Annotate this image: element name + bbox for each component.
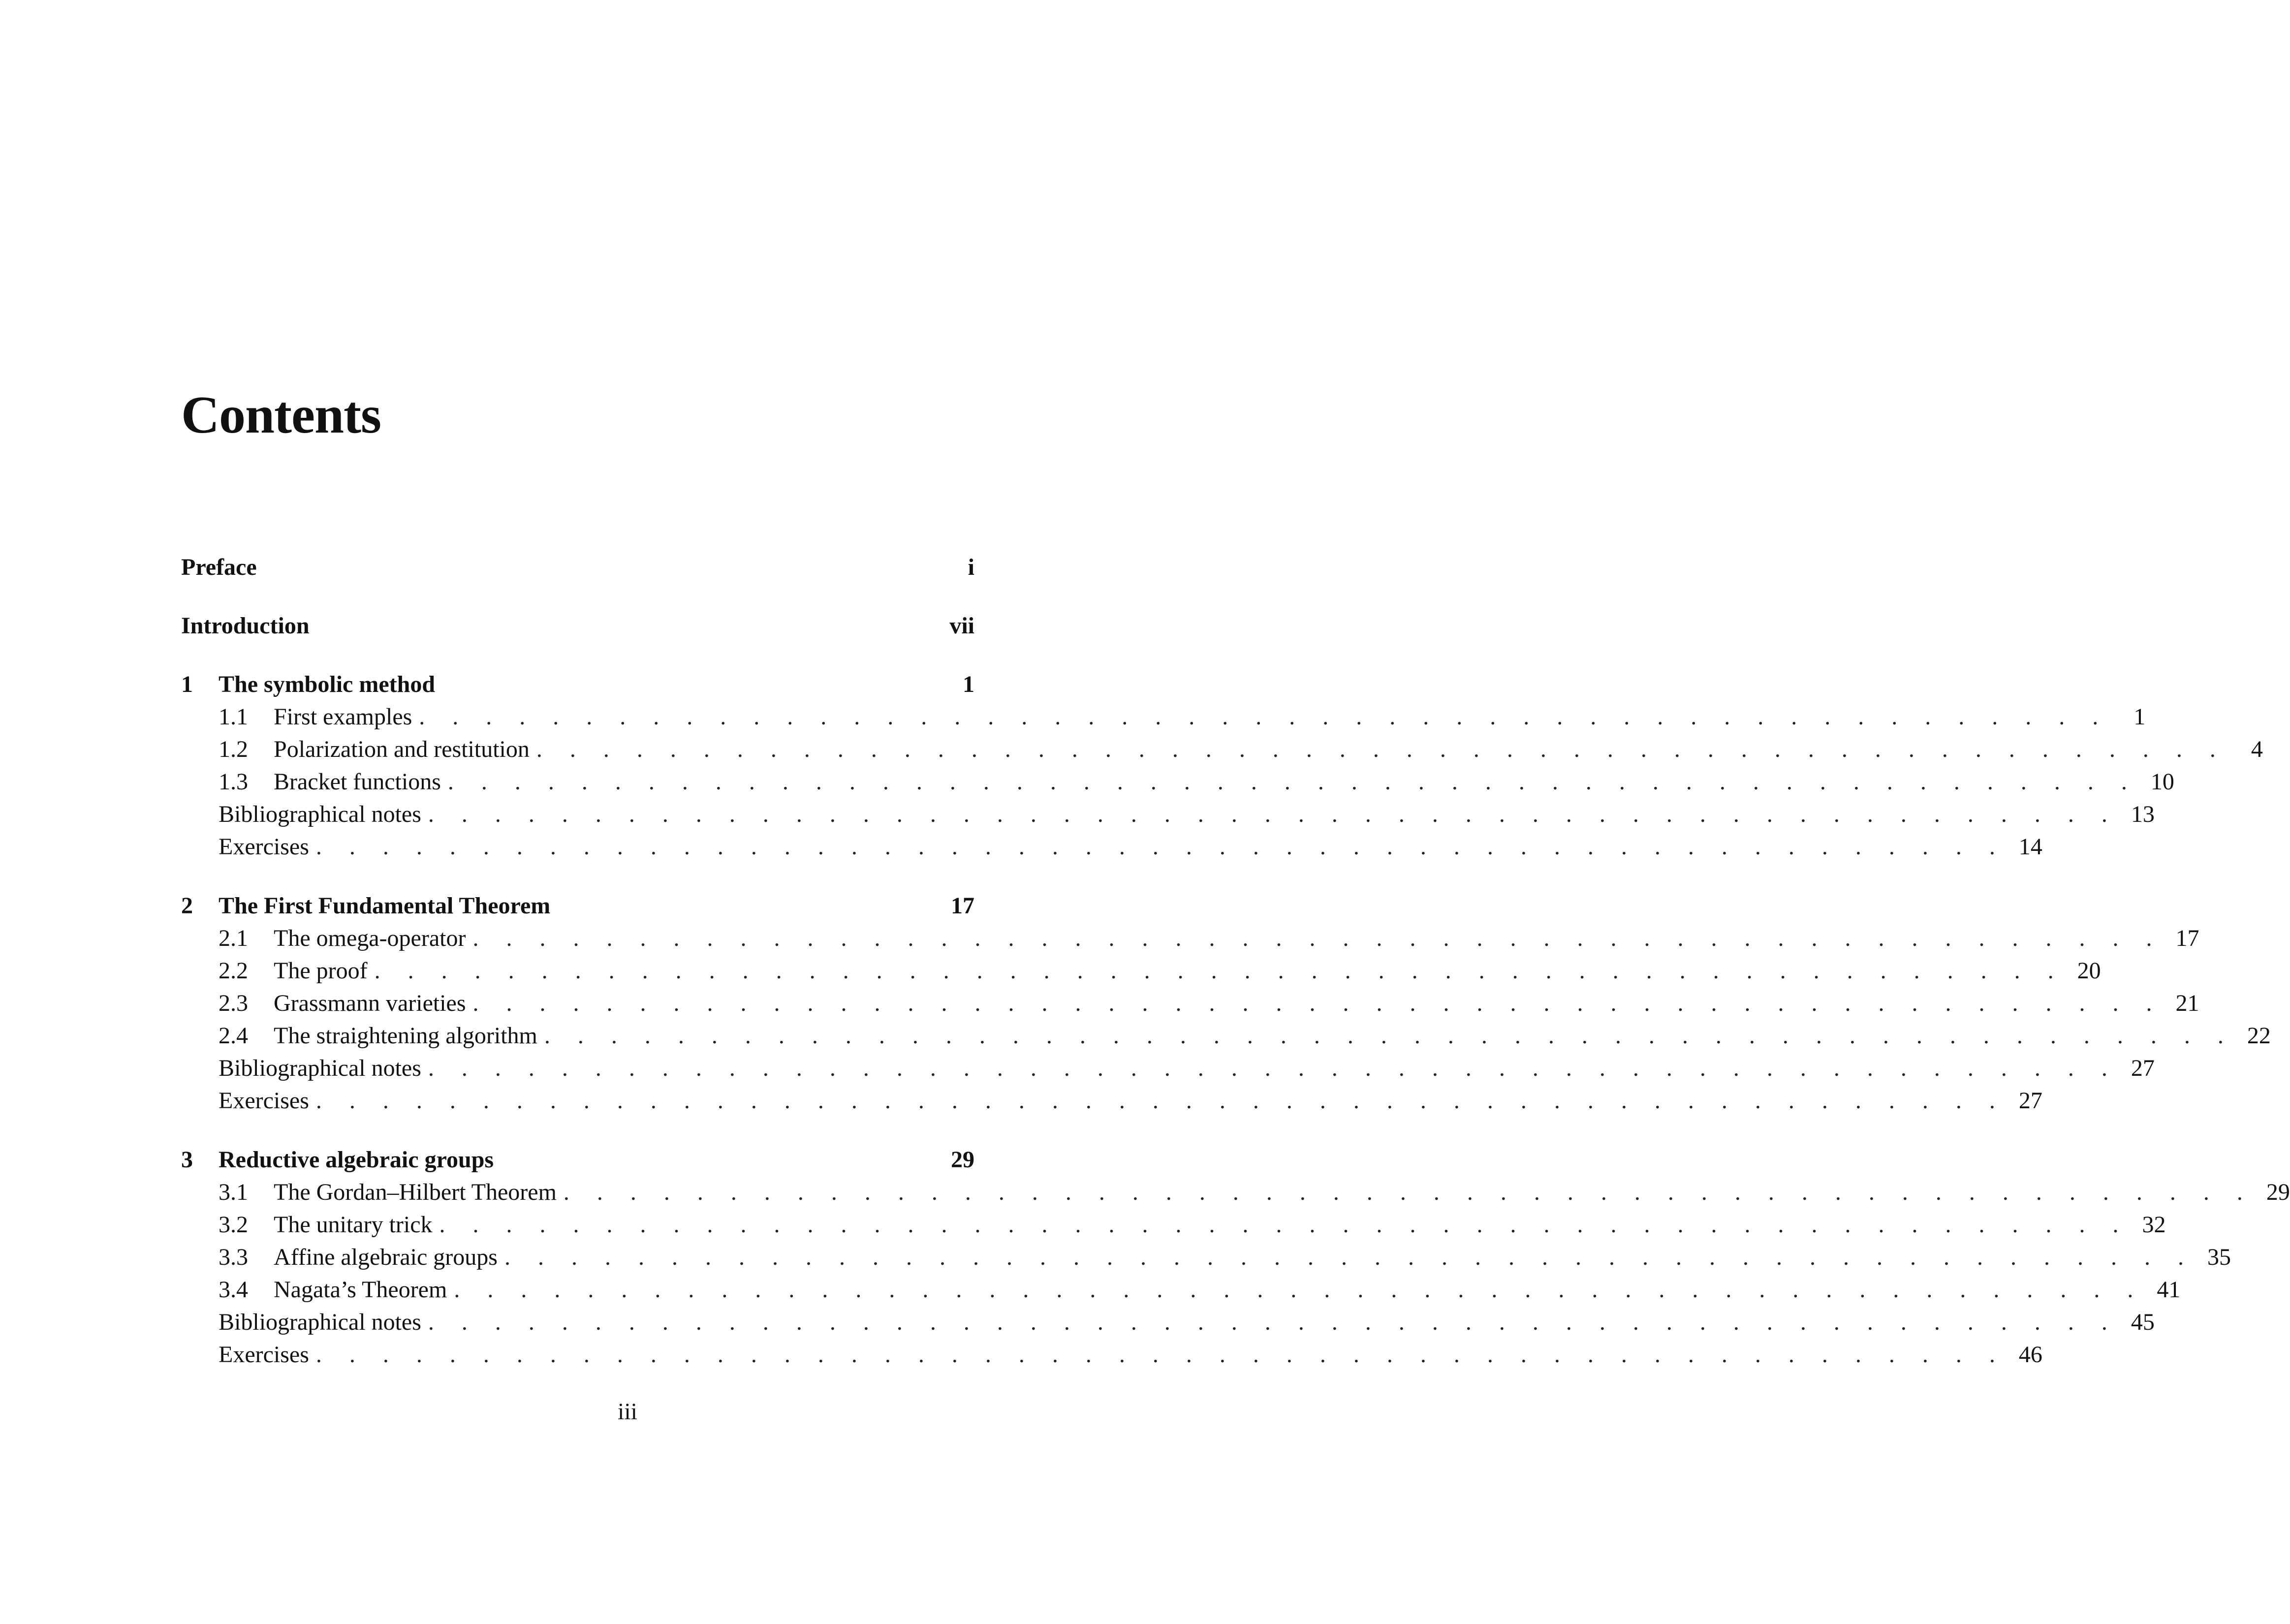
section-title: Exercises [219, 1342, 309, 1368]
section-title: The straightening algorithm [274, 1023, 537, 1049]
toc-page-number: 17 [951, 893, 974, 919]
toc-section-2-3[interactable] [181, 987, 2199, 1020]
section-title: Bracket functions [274, 769, 441, 795]
toc-page-number: 29 [951, 1147, 974, 1173]
dot-leader: . . . . . . . . . . . . . . . . . . . . . . . . . . . . . . . . . . . . . . . . . . . . . . . . . . . [428, 1309, 2118, 1335]
section-number: 3.3 [219, 1244, 248, 1270]
section-number: 1.3 [219, 769, 248, 795]
section-number: 1.1 [219, 704, 248, 730]
toc-page-number: 17 [2175, 925, 2199, 951]
toc-page-number: 13 [2131, 801, 2155, 827]
page-number: iii [617, 1399, 637, 1425]
dot-leader: . . . . . . . . . . . . . . . . . . . . . . . . . . . . . . . . . . . . . . . . . . . . . . . . . . . [544, 1023, 2234, 1049]
section-title: Grassmann varieties [274, 990, 466, 1016]
toc-chapter-2[interactable] [181, 890, 974, 922]
toc-page-number: 22 [2247, 1023, 2271, 1049]
toc-page-number: 46 [2018, 1342, 2042, 1368]
dot-leader: . . . . . . . . . . . . . . . . . . . . . . . . . . . . . . . . . . . . . . . . . . . . . . . . . . . [419, 704, 2109, 730]
toc-exercises-2[interactable] [181, 1085, 2042, 1117]
toc-page-number: 27 [2131, 1055, 2155, 1081]
chapter-title: The First Fundamental Theorem [219, 893, 551, 919]
toc-page-number: i [968, 554, 974, 580]
chapter-title: Reductive algebraic groups [219, 1147, 494, 1173]
dot-leader: . . . . . . . . . . . . . . . . . . . . . . . . . . . . . . . . . . . . . . . . . . . . . . . . . . . [536, 736, 2227, 762]
page-title: Contents [181, 386, 381, 444]
toc-page-number: 41 [2157, 1277, 2181, 1303]
section-title: First examples [274, 704, 412, 730]
toc-page-number: 45 [2131, 1309, 2155, 1335]
toc-entry-title: Preface [181, 554, 257, 580]
toc-page-number: 29 [2266, 1179, 2290, 1205]
section-title: Affine algebraic groups [274, 1244, 498, 1270]
dot-leader: . . . . . . . . . . . . . . . . . . . . . . . . . . . . . . . . . . . . . . . . . . . . . . . . . . . [428, 1055, 2118, 1081]
section-number: 2.1 [219, 925, 248, 951]
toc-page-number: 4 [2251, 736, 2263, 762]
chapter-number: 2 [181, 893, 193, 919]
dot-leader: . . . . . . . . . . . . . . . . . . . . . . . . . . . . . . . . . . . . . . . . . . . . . . . . . . . [504, 1244, 2195, 1270]
toc-section-1-1[interactable] [181, 701, 2146, 733]
section-number: 2.3 [219, 990, 248, 1016]
dot-leader: . . . . . . . . . . . . . . . . . . . . . . . . . . . . . . . . . . . . . . . . . . . . . . . . . . . [374, 958, 2065, 984]
toc-bibliographical-notes-1[interactable] [181, 798, 2155, 831]
chapter-number: 1 [181, 671, 193, 697]
toc-page-number: 1 [2133, 704, 2146, 730]
section-number: 1.2 [219, 736, 248, 762]
section-title: The omega-operator [274, 925, 466, 951]
toc-bibliographical-notes-2[interactable] [181, 1052, 2155, 1085]
toc-entry-preface[interactable] [181, 551, 974, 584]
dot-leader: . . . . . . . . . . . . . . . . . . . . . . . . . . . . . . . . . . . . . . . . . . . . . . . . . . . [428, 801, 2118, 827]
toc-page-number: 20 [2077, 958, 2101, 984]
toc-chapter-1[interactable] [181, 668, 974, 701]
toc-entry-introduction[interactable] [181, 610, 974, 642]
dot-leader: . . . . . . . . . . . . . . . . . . . . . . . . . . . . . . . . . . . . . . . . . . . . . . . . . . . [563, 1179, 2254, 1205]
toc-chapter-3[interactable] [181, 1144, 974, 1176]
section-title: The proof [274, 958, 368, 984]
section-title: The unitary trick [274, 1212, 433, 1238]
toc-exercises-1[interactable] [181, 831, 2042, 863]
toc-section-2-2[interactable] [181, 955, 2101, 987]
section-title: Exercises [219, 1088, 309, 1114]
section-title: Nagata’s Theorem [274, 1277, 447, 1303]
toc-section-3-2[interactable] [181, 1209, 2166, 1241]
dot-leader: . . . . . . . . . . . . . . . . . . . . . . . . . . . . . . . . . . . . . . . . . . . . . . . . . . . [315, 834, 2006, 860]
section-title: Polarization and restitution [274, 736, 530, 762]
section-number: 2.2 [219, 958, 248, 984]
section-title: The Gordan–Hilbert Theorem [274, 1179, 557, 1205]
toc-page-number: 10 [2150, 769, 2174, 795]
toc-section-2-1[interactable] [181, 922, 2199, 955]
toc-page-number: 21 [2175, 990, 2199, 1016]
toc-section-2-4[interactable] [181, 1020, 2271, 1052]
section-number: 3.2 [219, 1212, 248, 1238]
section-number: 2.4 [219, 1023, 248, 1049]
section-number: 3.4 [219, 1277, 248, 1303]
toc-page-number: 27 [2018, 1088, 2042, 1114]
toc-section-3-4[interactable] [181, 1274, 2181, 1306]
chapter-title: The symbolic method [219, 671, 436, 697]
toc-entry-title: Introduction [181, 613, 310, 639]
section-title: Bibliographical notes [219, 1309, 421, 1335]
section-title: Bibliographical notes [219, 801, 421, 827]
toc-section-1-3[interactable] [181, 766, 2174, 798]
toc-page-number: 14 [2018, 834, 2042, 860]
toc-page-number: 1 [963, 671, 974, 697]
toc-section-3-1[interactable] [181, 1176, 2290, 1209]
chapter-number: 3 [181, 1147, 193, 1173]
dot-leader: . . . . . . . . . . . . . . . . . . . . . . . . . . . . . . . . . . . . . . . . . . . . . . . . . . . [315, 1342, 2006, 1368]
toc-section-3-3[interactable] [181, 1241, 2231, 1274]
section-number: 3.1 [219, 1179, 248, 1205]
dot-leader: . . . . . . . . . . . . . . . . . . . . . . . . . . . . . . . . . . . . . . . . . . . . . . . . . . . [472, 990, 2163, 1016]
dot-leader: . . . . . . . . . . . . . . . . . . . . . . . . . . . . . . . . . . . . . . . . . . . . . . . . . . . [447, 769, 2138, 795]
dot-leader: . . . . . . . . . . . . . . . . . . . . . . . . . . . . . . . . . . . . . . . . . . . . . . . . . . . [454, 1277, 2144, 1303]
dot-leader: . . . . . . . . . . . . . . . . . . . . . . . . . . . . . . . . . . . . . . . . . . . . . . . . . . . [315, 1088, 2006, 1114]
toc-bibliographical-notes-3[interactable] [181, 1306, 2155, 1339]
section-title: Bibliographical notes [219, 1055, 421, 1081]
toc-exercises-3[interactable] [181, 1339, 2042, 1371]
section-title: Exercises [219, 834, 309, 860]
toc-section-1-2[interactable] [181, 733, 2263, 766]
toc-page-number: vii [949, 613, 974, 639]
toc-page-number: 32 [2142, 1212, 2166, 1238]
dot-leader: . . . . . . . . . . . . . . . . . . . . . . . . . . . . . . . . . . . . . . . . . . . . . . . . . . . [472, 925, 2163, 951]
toc-page-number: 35 [2207, 1244, 2231, 1270]
dot-leader: . . . . . . . . . . . . . . . . . . . . . . . . . . . . . . . . . . . . . . . . . . . . . . . . . . . [439, 1212, 2130, 1238]
